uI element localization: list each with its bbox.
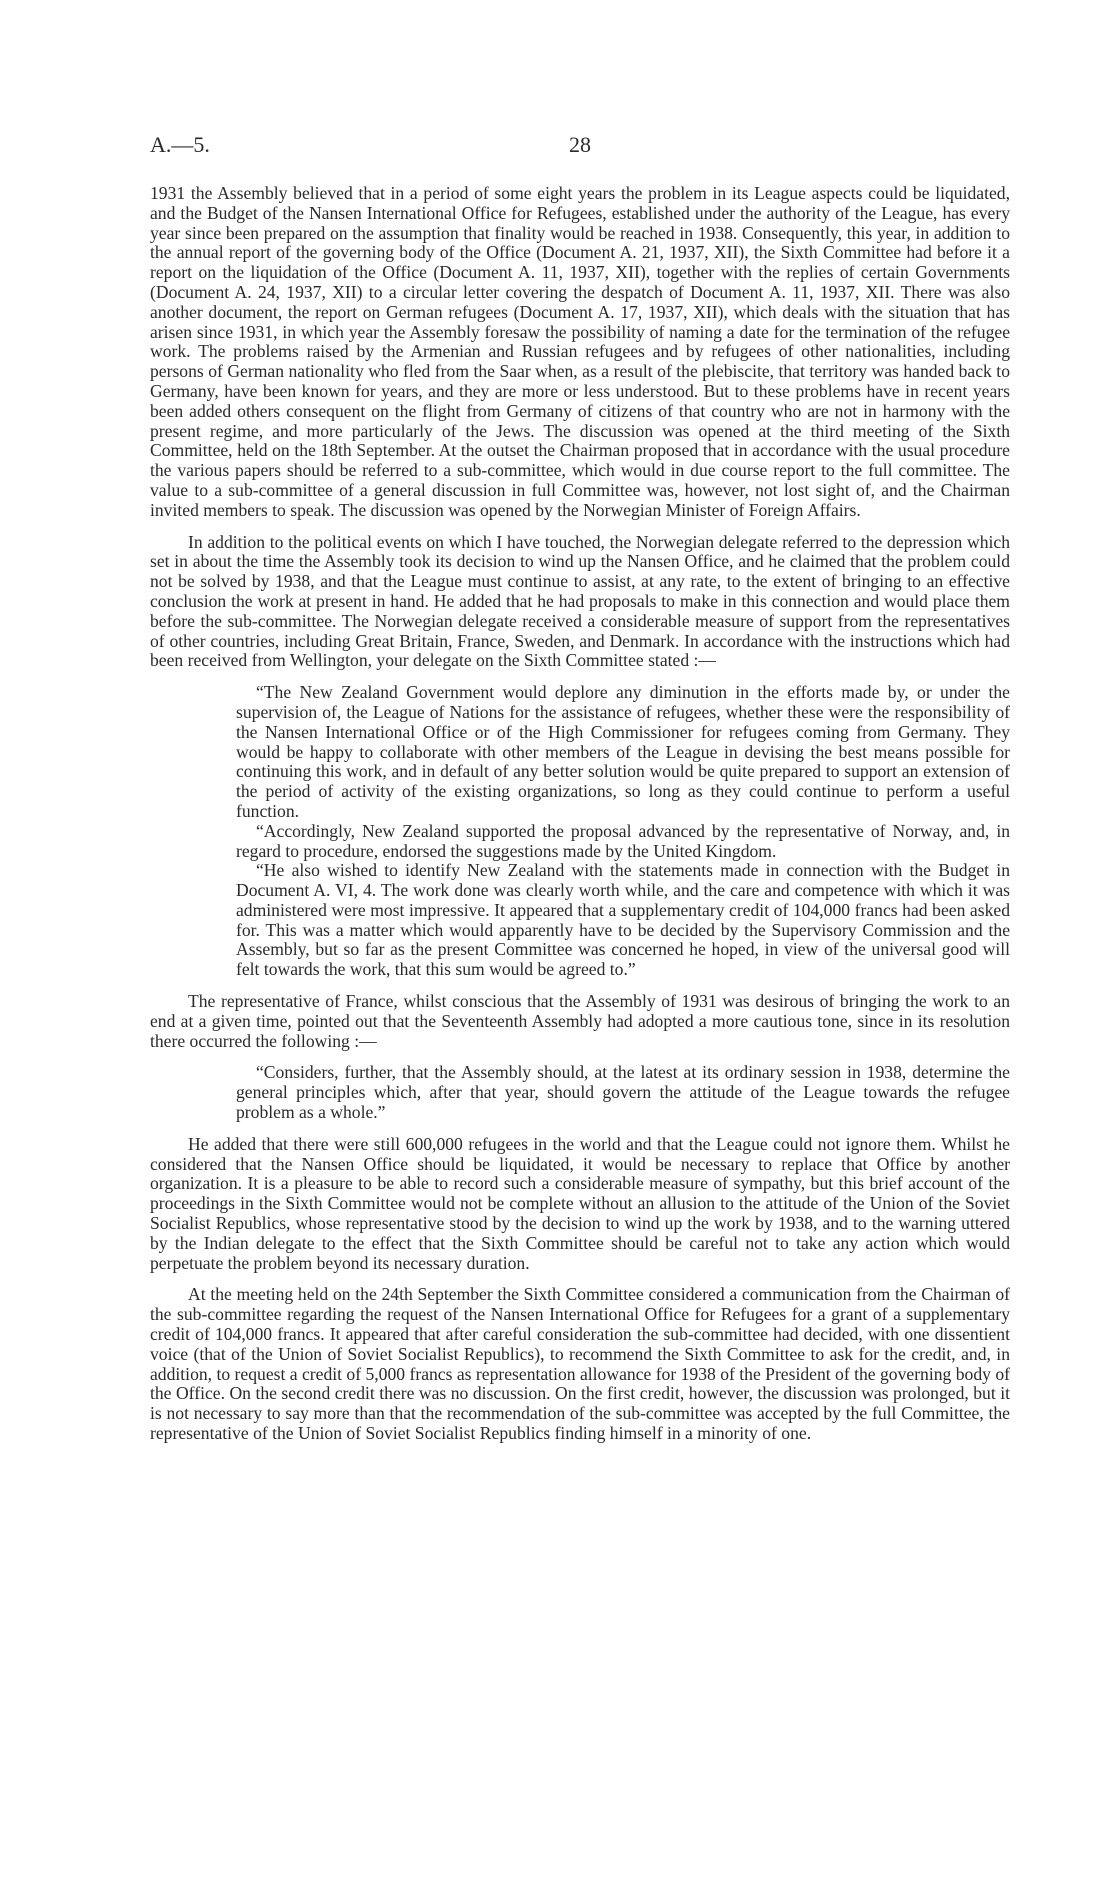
page-header: [150, 132, 1010, 162]
page-body: [150, 184, 1010, 1456]
quote-paragraph-4: “Considers, further, that the Assembly should, at the latest at its ordinary session in 1938, determine the general principles which, after that year, should govern the attitude of the League towards the refugee problem as a whole.”: [236, 1062, 1010, 1123]
quote-paragraph-3: “He also wished to identify New Zealand with the statements made in connection with the Budget in Document A. VI, 4. The work done was clearly worth while, and the care and competence with which it was administered were most impressive. It appeared that a supplementary credit of 104,000 francs had been asked for. This was a matter which would apparently have to be decided by the Supervisory Commission and the Assembly, but so far as the present Committee was concerned he hoped, in view of the universal good will felt towards the work, that this sum would be agreed to.”: [236, 860, 1010, 980]
quote-paragraph-1: “The New Zealand Government would deplore any diminution in the efforts made by, or under the supervision of, the League of Nations for the assistance of refugees, whether these were the responsibility of the Nansen International Office or of the High Commissioner for refugees coming from Germany. They would be happy to collaborate with other members of the League in devising the best means possible for continuing this work, and in default of any better solution would be quite prepared to support an extension of the period of activity of the existing organizations, so long as they could continue to perform a useful function.: [236, 682, 1010, 821]
page-number: 28: [569, 132, 591, 157]
paragraph-refugees-count: He added that there were still 600,000 refugees in the world and that the League could not ignore them. Whilst he considered that the Nansen Office should be liquidated, it would be necessary to replace that Office by another organization. It is a pleasure to be able to record such a considerable measure of sympathy, but this brief account of the proceedings in the Sixth Committee would not be complete without an allusion to the attitude of the Union of the Soviet Socialist Republics, whose representative stood by the decision to wind up the work by 1938, and to the warning uttered by the Indian delegate to the effect that the Sixth Committee should be careful not to take any action which would perpetuate the problem beyond its necessary duration.: [150, 1133, 1010, 1273]
paragraph-supplementary-credit: At the meeting held on the 24th September the Sixth Committee considered a communication from the Chairman of the sub-committee regarding the request of the Nansen International Office for Refugees for a grant of a supplementary credit of 104,000 francs. It appeared that after careful consideration the sub-committee had decided, with one dissentient voice (that of the Union of Soviet Socialist Republics), to recommend the Sixth Committee to ask for the credit, and, in addition, to request a credit of 5,000 francs as representation allowance for 1938 of the President of the governing body of the Office. On the second credit there was no discussion. On the first credit, however, the discussion was prolonged, but it is not necessary to say more than that the recommendation of the sub-committee was accepted by the full Committee, the representative of the Union of Soviet Socialist Republics finding himself in a minority of one.: [150, 1284, 1010, 1444]
document-reference: A.—5.: [150, 132, 210, 157]
quotation-new-zealand-statement: [236, 683, 1010, 980]
quote-paragraph-2: “Accordingly, New Zealand supported the proposal advanced by the representative of Norway, and, in regard to procedure, endorsed the suggestions made by the United Kingdom.: [236, 820, 1010, 861]
paragraph-norwegian-delegate: In addition to the political events on which I have touched, the Norwegian delegate referred to the depression which set in about the time the Assembly took its decision to wind up the Nansen Office, and he claimed that the problem could not be solved by 1938, and that the League must continue to assist, at any rate, to the extent of bringing to an effective conclusion the work at present in hand. He added that he had proposals to make in this connection and would place them before the sub-committee. The Norwegian delegate received a considerable measure of support from the representatives of other countries, including Great Britain, France, Sweden, and Denmark. In accordance with the instructions which had been received from Wellington, your delegate on the Sixth Committee stated :—: [150, 531, 1010, 671]
quotation-assembly-resolution: [236, 1063, 1010, 1122]
paragraph-continuation: 1931 the Assembly believed that in a period of some eight years the problem in its League aspects could be liquidated, and the Budget of the Nansen International Office for Refugees, established under the authority of the League, has every year since been prepared on the assumption that finality would be reached in 1938. Consequently, this year, in addition to the annual report of the governing body of the Office (Document A. 21, 1937, XII), the Sixth Committee had before it a report on the liquidation of the Office (Document A. 11, 1937, XII), together with the replies of certain Governments (Document A. 24, 1937, XII) to a circular letter covering the despatch of Document A. 11, 1937, XII. There was also another document, the report on German refugees (Document A. 17, 1937, XII), which deals with the situation that has arisen since 1931, in which year the Assembly foresaw the possibility of naming a date for the termination of the refugee work. The problems raised by the Armenian and Russian refugees and by refugees of other nationalities, including persons of German nationality who fled from the Saar when, as a result of the plebiscite, that territory was handed back to Germany, have been known for years, and they are more or less understood. But to these problems have in recent years been added others consequent on the flight from Germany of citizens of that country who are not in harmony with the present regime, and more particularly of the Jews. The discussion was opened at the third meeting of the Sixth Committee, held on the 18th September. At the outset the Chairman proposed that in accordance with the usual procedure the various papers should be referred to a sub-committee, which would in due course report to the full committee. The value to a sub-committee of a general discussion in full Committee was, however, not lost sight of, and the Chairman invited members to speak. The discussion was opened by the Norwegian Minister of Foreign Affairs.: [150, 183, 1010, 520]
paragraph-france-representative: The representative of France, whilst conscious that the Assembly of 1931 was desirous of bringing the work to an end at a given time, pointed out that the Seventeenth Assembly had adopted a more cautious tone, since in its resolution there occurred the following :—: [150, 991, 1010, 1051]
